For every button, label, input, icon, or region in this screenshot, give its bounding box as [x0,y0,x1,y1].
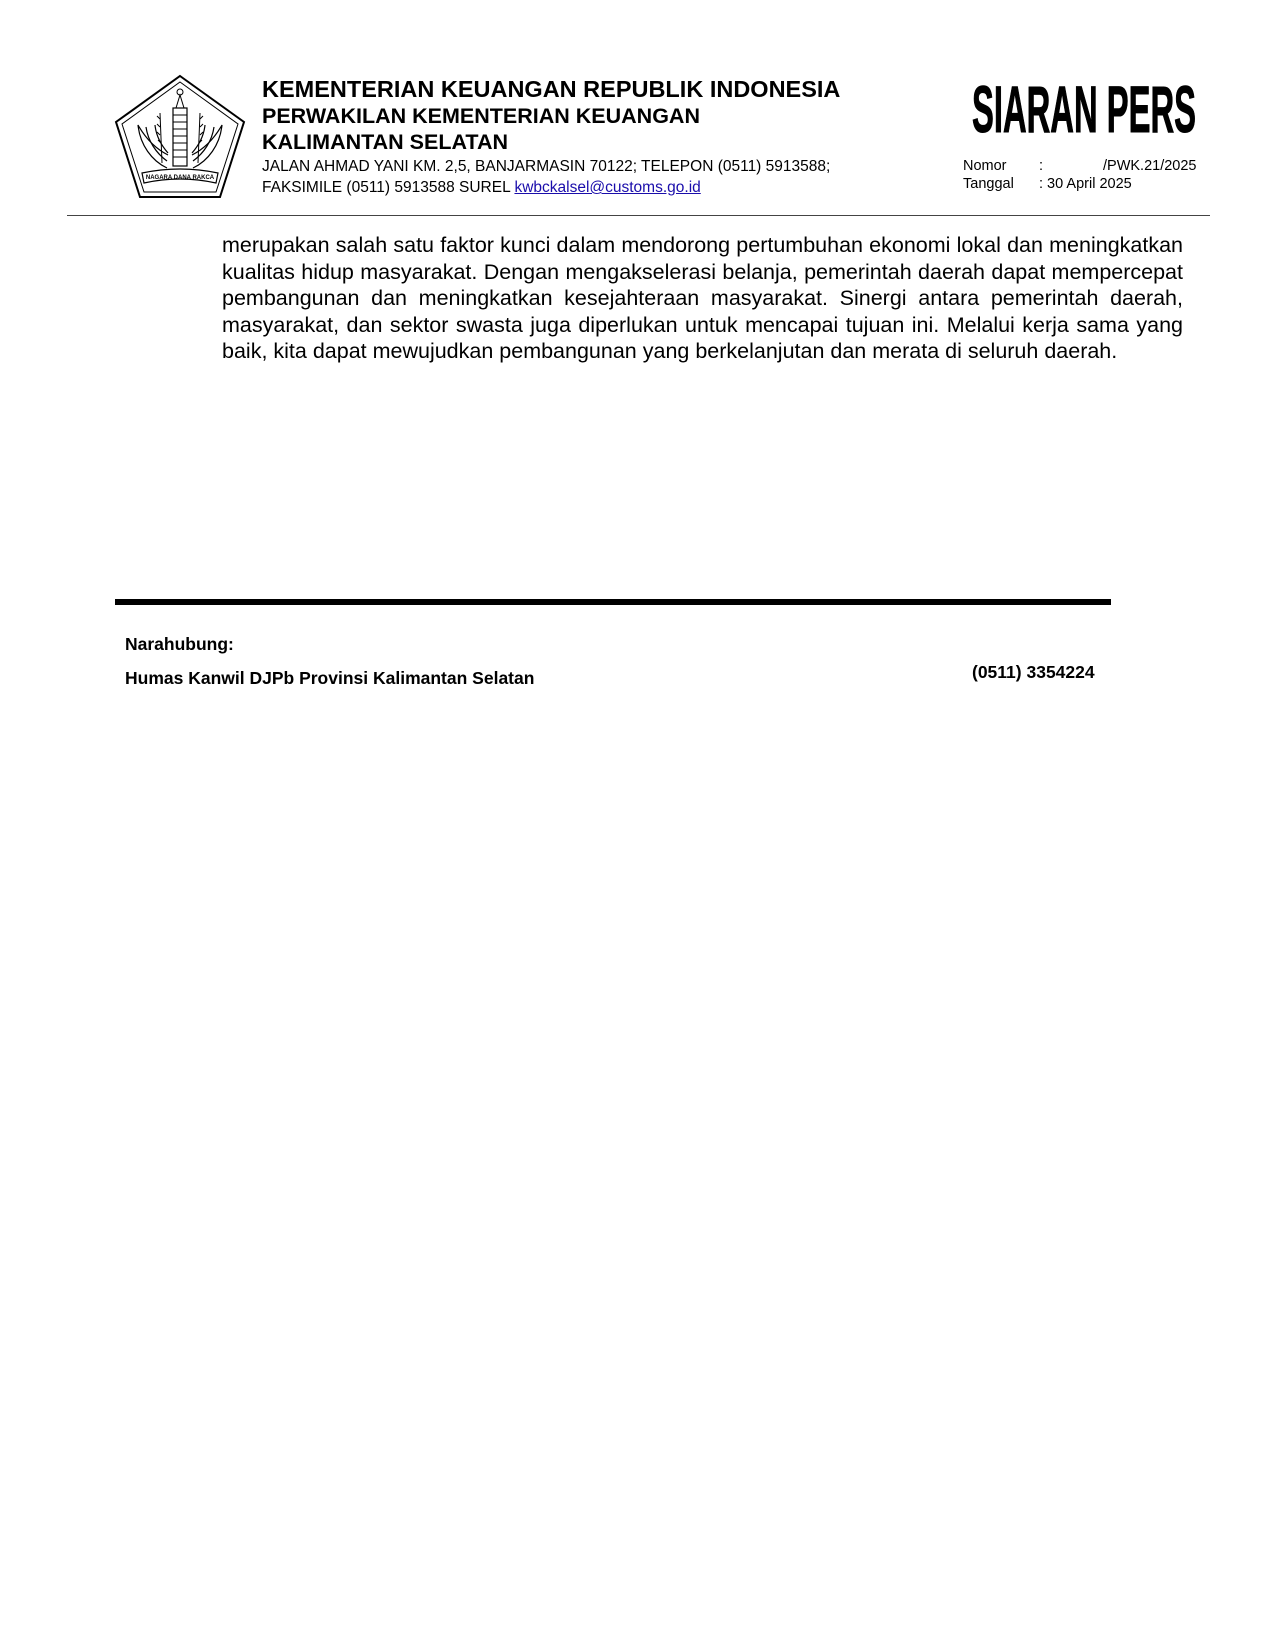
footer-divider [115,599,1111,605]
org-title-ministry: KEMENTERIAN KEUANGAN REPUBLIK INDONESIA [262,76,841,102]
logo-motto: NAGARA DANA RAKCA [145,175,215,181]
org-title-region: KALIMANTAN SELATAN [262,130,509,154]
svg-text:SIARAN PERS: SIARAN PERS [972,72,1196,140]
tanggal-row [963,175,1203,193]
body-paragraph: merupakan salah satu faktor kunci dalam mendorong pertumbuhan ekonomi lokal dan meningkatkan kualitas hidup masyarakat. Dengan mengakselerasi belanja, pemerintah daerah dapat mempercepat pembangunan dan meningkatkan kesejahteraan masyarakat. Sinergi antara pemerintah daerah, masyarakat, dan sektor swasta juga diperlukan untuk mencapai tujuan ini. Melalui kerja sama yang baik, kita dapat mewujudkan pembangunan yang berkelanjutan dan merata di seluruh daerah. [222,233,1183,363]
org-title-office: PERWAKILAN KEMENTERIAN KEUANGAN [262,104,700,128]
nomor-value: /PWK.21/2025 [1103,158,1197,174]
nomor-row [963,157,1203,175]
contact-phone: (0511) 3354224 [972,662,1095,682]
fax-text: FAKSIMILE (0511) 5913588 SUREL [262,179,511,196]
nomor-label: Nomor [963,158,1007,174]
email-link[interactable]: kwbckalsel@customs.go.id [514,179,701,196]
ministry-logo [112,73,248,201]
org-address-line1: JALAN AHMAD YANI KM. 2,5, BANJARMASIN 70122; TELEPON (0511) 5913588; [262,158,831,175]
tanggal-label: Tanggal [963,176,1014,192]
organization-header [262,76,922,197]
contact-name: Humas Kanwil DJPb Provinsi Kalimantan Selatan [125,668,535,688]
org-address-line2 [262,178,922,197]
ministry-emblem-icon [112,73,248,201]
header-divider [67,215,1210,216]
contact-label: Narahubung: [125,634,234,654]
press-release-title [972,68,1198,140]
tanggal-value: : 30 April 2025 [1039,176,1132,192]
nomor-separator: : [1039,158,1044,174]
release-meta [963,157,1203,193]
siaran-pers-wordmark [972,68,1198,140]
